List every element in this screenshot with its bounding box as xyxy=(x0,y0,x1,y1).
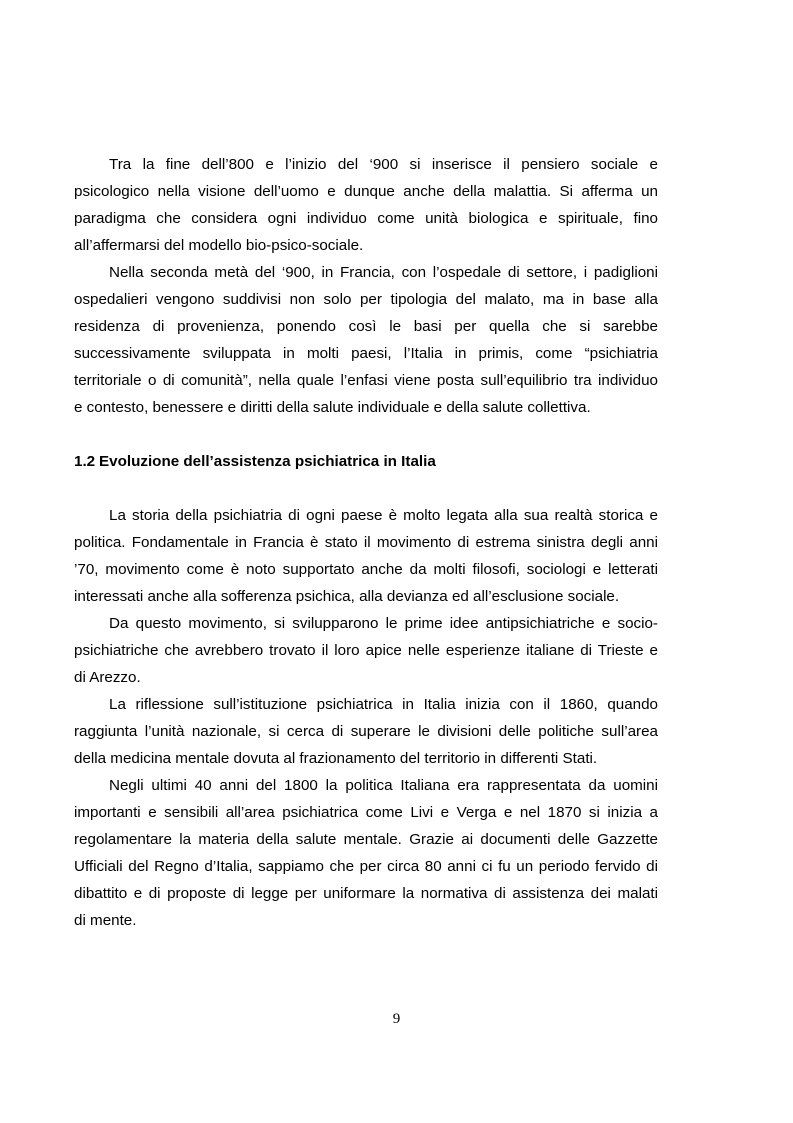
paragraph-line: Tra la fine dell’800 e l’inizio del ‘900 si inserisce il pensiero sociale e xyxy=(109,156,658,173)
paragraph-line: e contesto, benessere e diritti della salute individuale e della salute collettiva. xyxy=(74,399,591,416)
paragraph-line: ’70, movimento come è noto supportato anche da molti filosofi, sociologi e letterati xyxy=(74,561,658,578)
paragraph-line: Da questo movimento, si svilupparono le prime idee antipsichiatriche e socio- xyxy=(109,615,658,632)
paragraph-line: territoriale o di comunità”, nella quale l’enfasi viene posta sull’equilibrio tra individuo xyxy=(74,372,658,389)
paragraph-line: Negli ultimi 40 anni del 1800 la politica Italiana era rappresentata da uomini xyxy=(109,777,658,794)
page-number: 9 xyxy=(392,1011,401,1027)
paragraph-line: importanti e sensibili all’area psichiatrica come Livi e Verga e nel 1870 si inizia a xyxy=(74,804,658,821)
paragraph-line: politica. Fondamentale in Francia è stato il movimento di estrema sinistra degli anni xyxy=(74,534,658,551)
paragraph-line: Nella seconda metà del ‘900, in Francia, con l’ospedale di settore, i padiglioni xyxy=(109,264,658,281)
section-heading xyxy=(74,452,436,472)
paragraph-line: regolamentare la materia della salute mentale. Grazie ai documenti delle Gazzette xyxy=(74,831,658,848)
paragraph-line: residenza di provenienza, ponendo così le basi per quella che si sarebbe xyxy=(74,318,658,335)
section-title: Evoluzione dell’assistenza psichiatrica in Italia xyxy=(99,453,436,470)
section-number: 1.2 xyxy=(74,453,96,470)
paragraph-line: della medicina mentale dovuta al frazionamento del territorio in differenti Stati. xyxy=(74,750,598,767)
paragraph-line: interessati anche alla sofferenza psichica, alla devianza ed all’esclusione sociale. xyxy=(74,588,620,605)
paragraph-line: La riflessione sull’istituzione psichiatrica in Italia inizia con il 1860, quando xyxy=(109,696,658,713)
paragraph-line: paradigma che considera ogni individuo come unità biologica e spirituale, fino xyxy=(74,210,658,227)
paragraph-line: Ufficiali del Regno d’Italia, sappiamo che per circa 80 anni ci fu un periodo fervido di xyxy=(74,858,658,875)
paragraph-line: La storia della psichiatria di ogni paese è molto legata alla sua realtà storica e xyxy=(109,507,658,524)
paragraph-line: ospedalieri vengono suddivisi non solo per tipologia del malato, ma in base alla xyxy=(74,291,658,308)
paragraph-line: psicologico nella visione dell’uomo e dunque anche della malattia. Si afferma un xyxy=(74,183,658,200)
paragraph-line: di mente. xyxy=(74,912,137,929)
paragraph-line: dibattito e di proposte di legge per uniformare la normativa di assistenza dei malati xyxy=(74,885,658,902)
paragraph-line: psichiatriche che avrebbero trovato il loro apice nelle esperienze italiane di Trieste e xyxy=(74,642,658,659)
paragraph-line: raggiunta l’unità nazionale, si cerca di superare le divisioni delle politiche sull’area xyxy=(74,723,658,740)
paragraph-line: di Arezzo. xyxy=(74,669,141,686)
paragraph-line: successivamente sviluppata in molti paesi, l’Italia in primis, come “psichiatria xyxy=(74,345,658,362)
paragraph-line: all’affermarsi del modello bio-psico-sociale. xyxy=(74,237,364,254)
